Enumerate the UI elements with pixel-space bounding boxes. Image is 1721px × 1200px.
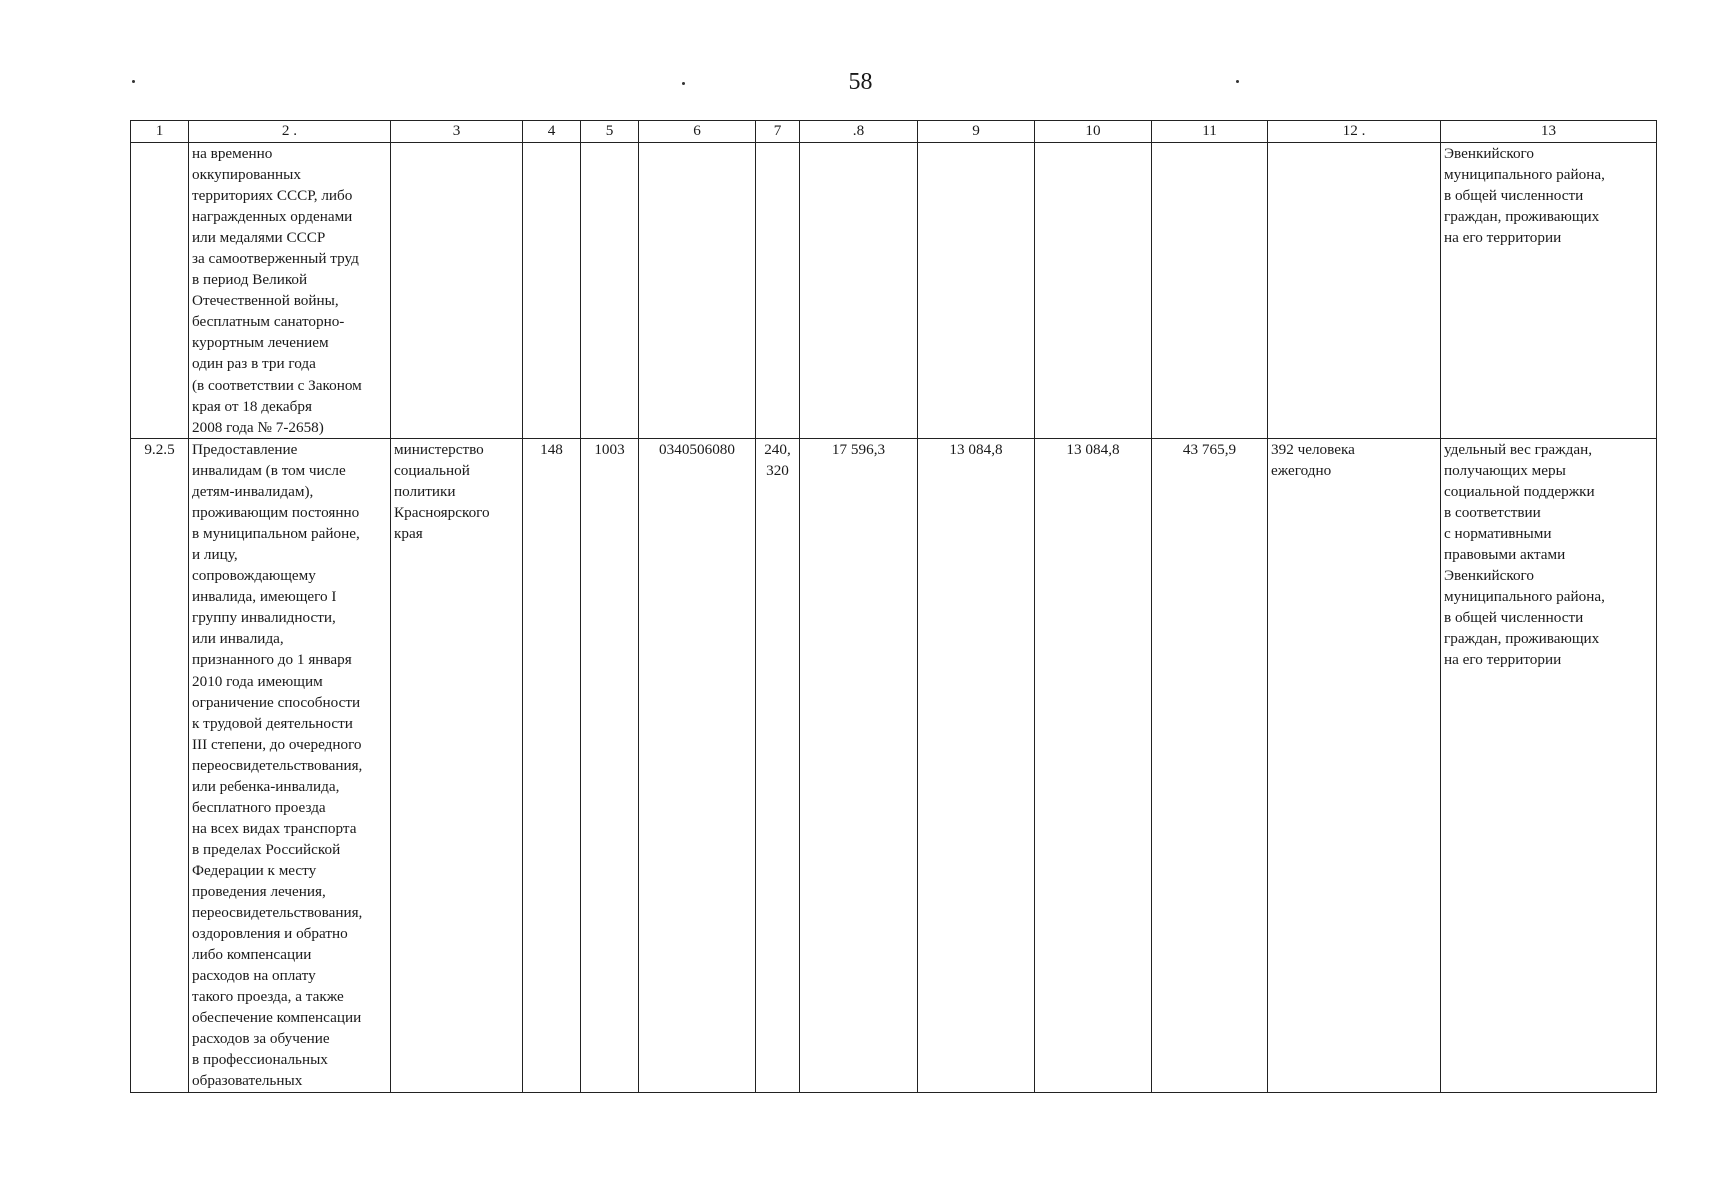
cell-col7: 240, 320: [756, 439, 800, 1093]
scan-speck: [1236, 80, 1239, 83]
column-header-7: 7: [756, 121, 800, 143]
column-header-4: 4: [523, 121, 581, 143]
cell-description: на временно оккупированных территориях СССР, либо награжденных орденами или медалями СССР за самоотверженный труд в период Великой Отечественной войны, бесплатным санаторно- курортным лечением один раз в три года (в соответствии с Законом края от 18 декабря 2008 года № 7-2658): [189, 143, 391, 439]
cell-col8: [800, 143, 918, 439]
column-header-8: .8: [800, 121, 918, 143]
cell-col6: [639, 143, 756, 439]
cell-col9: [918, 143, 1035, 439]
budget-measures-table: [130, 120, 1657, 1093]
cell-col9: 13 084,8: [918, 439, 1035, 1093]
scan-speck: [132, 80, 135, 83]
cell-result: 392 человека ежегодно: [1268, 439, 1441, 1093]
cell-result: [1268, 143, 1441, 439]
cell-code: [131, 143, 189, 439]
cell-col5: [581, 143, 639, 439]
cell-executor: [391, 143, 523, 439]
column-header-6: 6: [639, 121, 756, 143]
cell-col11: [1152, 143, 1268, 439]
cell-code: 9.2.5: [131, 439, 189, 1093]
column-header-13: 13: [1441, 121, 1657, 143]
column-header-1: 1: [131, 121, 189, 143]
cell-indicator: Эвенкийского муниципального района, в общей численности граждан, проживающих на его территории: [1441, 143, 1657, 439]
cell-col11: 43 765,9: [1152, 439, 1268, 1093]
column-header-12: 12 .: [1268, 121, 1441, 143]
table-row-continued: [131, 143, 1657, 439]
column-header-3: 3: [391, 121, 523, 143]
column-header-5: 5: [581, 121, 639, 143]
column-header-10: 10: [1035, 121, 1152, 143]
scan-speck: [682, 82, 685, 85]
page-number: 58: [848, 69, 873, 95]
cell-col5: 1003: [581, 439, 639, 1093]
cell-description: Предоставление инвалидам (в том числе детям-инвалидам), проживающим постоянно в муниципальном районе, и лицу, сопровождающему инвалида, имеющего I группу инвалидности, или инвалида, признанного до 1 января 2010 года имеющим ограничение способности к трудовой деятельности III степени, до очередного переосвидетельствования, или ребенка-инвалида, бесплатного проезда на всех видах транспорта в пределах Российской Федерации к месту проведения лечения, переосвидетельствования, оздоровления и обратно либо компенсации расходов на оплату такого проезда, а также обеспечение компенсации расходов за обучение в профессиональных образовательных: [189, 439, 391, 1093]
cell-col4: 148: [523, 439, 581, 1093]
column-header-11: 11: [1152, 121, 1268, 143]
cell-col7: [756, 143, 800, 439]
table-row-9-2-5: [131, 439, 1657, 1093]
cell-col10: [1035, 143, 1152, 439]
cell-indicator: удельный вес граждан, получающих меры социальной поддержки в соответствии с нормативными правовыми актами Эвенкийского муниципального района, в общей численности граждан, проживающих на его территории: [1441, 439, 1657, 1093]
cell-col8: 17 596,3: [800, 439, 918, 1093]
cell-col6: 0340506080: [639, 439, 756, 1093]
cell-col4: [523, 143, 581, 439]
column-header-2: 2 .: [189, 121, 391, 143]
column-number-row: [131, 121, 1657, 143]
column-header-9: 9: [918, 121, 1035, 143]
cell-executor: министерство социальной политики Красноярского края: [391, 439, 523, 1093]
cell-col10: 13 084,8: [1035, 439, 1152, 1093]
